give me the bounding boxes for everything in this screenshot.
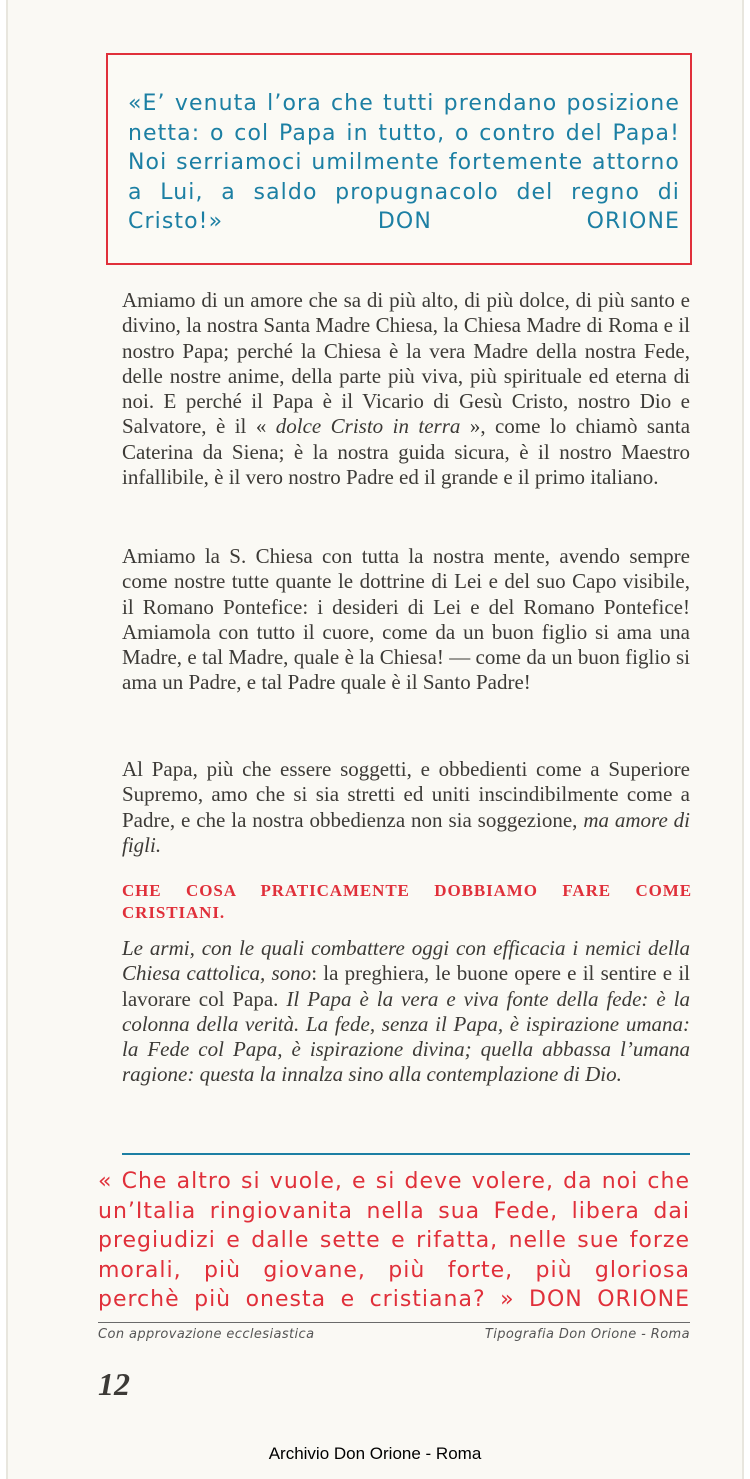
footer-divider: [98, 1322, 690, 1323]
page-number: 12: [98, 1366, 130, 1402]
footer-printer: Tipografia Don Orione - Roma: [484, 1327, 690, 1342]
paragraph-4-italic-2: Il Papa è la vera e viva fonte della fede: è la colonna della verità. La fede, senza il Papa, è ispirazione umana: la Fede col Papa, è ispirazione divina; quella abbassa l’umana ragione: questa la innalza sino alla contemplazione di Dio.: [122, 986, 691, 1087]
bottom-quote-author: DON ORIONE: [529, 1287, 690, 1313]
paragraph-1-part-2: », come lo chiamò santa Caterina da Siena; è la nostra guida sicura, è il nostro Maestro infallibile, è il vero nostro Padre ed il grande e il primo italiano.: [122, 414, 691, 490]
paragraph-3-italic: ma amore di figli.: [122, 807, 690, 857]
paragraph-3-text: Al Papa, più che essere soggetti, e obbedienti come a Superiore Supremo, amo che si sia stretti ed uniti inscindibilmente come a Padre, e che la nostra obbedienza non sia soggezione,: [122, 757, 690, 832]
footer-approval: Con approvazione ecclesiastica: [98, 1327, 315, 1342]
paragraph-2: Amiamo la S. Chiesa con tutta la nostra mente, avendo sempre come nostre tutte quante le dottrine di Lei e del suo Capo visibile, il Romano Pontefice: i desideri di Lei e del Romano Pontefice! Amiamola con tutto il cuore, come da un buon figlio si ama una Madre, e tal Madre, quale è la Chiesa! — come da un buon figlio si ama un Padre, e tal Padre quale è il Santo Padre!: [122, 544, 690, 695]
bottom-quote: [98, 1167, 690, 1315]
paragraph-1-italic: dolce Cristo in terra: [275, 414, 461, 439]
paragraph-4-italic-1: Le armi, con le quali combattere oggi con efficacia i nemici della Chiesa cattolica, sono: [122, 936, 690, 986]
paragraph-1: [122, 288, 690, 490]
top-quote: [128, 89, 680, 237]
paragraph-3: [122, 757, 690, 858]
archive-label: Archivio Don Orione - Roma: [268, 1444, 482, 1463]
paragraph-4-text-1: : la preghiera, le buone opere e il sentire e il lavorare col Papa.: [122, 961, 690, 1011]
paper-edge-right: [742, 0, 744, 1479]
top-quote-author: DON ORIONE: [377, 209, 680, 234]
paragraph-1-part-1: Amiamo di un amore che sa di più alto, di più dolce, di più santo e divino, la nostra Santa Madre Chiesa, la Chiesa Madre di Roma e il nostro Papa; perché la Chiesa è la vera Madre della nostra Fede, delle nostre anime, della parte più viva, più spirituale ed eterna di noi. E perché il Papa è il Vicario di Gesù Cristo, nostro Dio e Salvatore, è il «: [122, 288, 690, 439]
top-quote-box: [106, 53, 692, 265]
section-heading: CHE COSA PRATICAMENTE DOBBIAMO FARE COME CRISTIANI.: [122, 881, 692, 922]
bottom-quote-text: « Che altro si vuole, e si deve volere, da noi che un’Italia ringiovanita nella sua Fede, libera dai pregiudizi e dalle sette e rifatta, nelle sue forze morali, più giovane, più forte, più gloriosa perchè più onesta e cristiana? »: [98, 1169, 690, 1313]
paragraph-4: [122, 936, 690, 1088]
section-divider: [122, 1153, 690, 1155]
top-quote-text: «E’ venuta l’ora che tutti prendano posizione netta: o col Papa in tutto, o contro del Papa! Noi serriamoci umilmente fortemente attorno a Lui, a saldo propugnacolo del regno di Cristo!»: [128, 91, 680, 234]
